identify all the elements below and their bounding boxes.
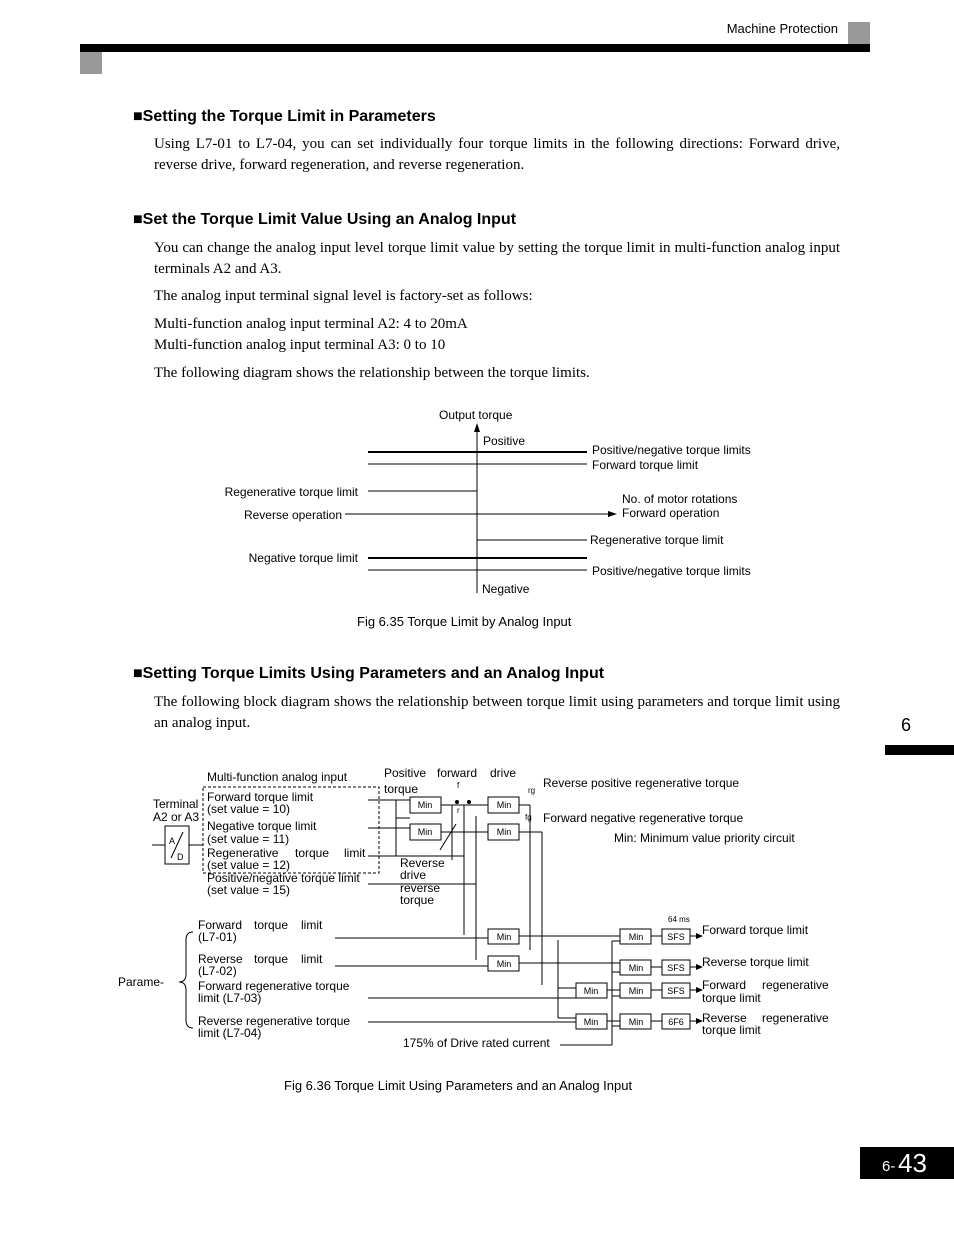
fig36-label: torque limit: [702, 991, 761, 1005]
fig36-label: (L7-01): [198, 930, 237, 944]
fig-6-35-diagram: [0, 400, 954, 640]
fig35-caption: Fig 6.35 Torque Limit by Analog Input: [357, 614, 572, 629]
min-block: Min: [417, 827, 433, 837]
sfs-block: SFS: [667, 963, 685, 973]
fig36-label: limit: [344, 846, 366, 860]
header-gray-box-left: [80, 52, 102, 74]
fig36-label: A: [169, 836, 176, 846]
fig35-label: Regenerative torque limit: [590, 533, 724, 547]
fig35-label: Regenerative torque limit: [224, 485, 358, 499]
paragraph: Multi-function analog input terminal A3: 0 to 10: [154, 337, 446, 353]
signal-label: f: [457, 781, 460, 790]
fig36-label: Positive: [384, 766, 427, 780]
fig35-label: No. of motor rotations: [622, 492, 738, 506]
fig36-label: Reverse torque limit: [702, 955, 809, 969]
fig36-label: regenerative: [762, 978, 829, 992]
min-block: Min: [417, 800, 433, 810]
fig36-label: Min: Minimum value priority circuit: [614, 831, 795, 845]
fig36-label: limit: [301, 918, 323, 932]
fig36-label: Multi-function analog input: [207, 770, 348, 784]
fig35-label: Positive/negative torque limits: [592, 443, 751, 457]
sfs-block: 6F6: [668, 1017, 684, 1027]
fig36-label: (set value = 12): [207, 858, 291, 872]
min-block: Min: [628, 963, 644, 973]
fig35-label: Negative: [482, 582, 530, 596]
fig36-label: forward: [437, 766, 478, 780]
fig35-label: Output torque: [439, 408, 513, 422]
fig36-label: reverse: [400, 881, 441, 895]
fig36-label: (L7-02): [198, 964, 237, 978]
fig35-label: Positive/negative torque limits: [592, 564, 751, 578]
fig36-label: Parame-: [118, 975, 165, 989]
delay-label: 64 ms: [668, 915, 690, 924]
min-block: Min: [496, 827, 512, 837]
fig35-label: Forward operation: [622, 506, 720, 520]
signal-label: r: [457, 806, 460, 815]
fig36-label: torque: [384, 782, 419, 796]
fig35-label: Forward torque limit: [592, 458, 699, 472]
min-block: Min: [628, 986, 644, 996]
min-block: Min: [583, 1017, 599, 1027]
chapter-tab-bar: [885, 745, 954, 755]
fig36-label: regenerative: [762, 1011, 829, 1025]
fig36-label: Reverse regenerative torque: [198, 1014, 351, 1028]
square-bullet-icon: ■: [133, 108, 143, 125]
signal-label: fg: [525, 813, 532, 822]
paragraph: The following block diagram shows the relationship between torque limit using parameters and torque limit using an analog input.: [154, 694, 840, 731]
fig35-label: Positive: [483, 434, 526, 448]
page-number-tab: [860, 1147, 954, 1179]
signal-label: rg: [528, 786, 536, 795]
fig36-label: Forward: [198, 918, 243, 932]
min-block: Min: [628, 932, 644, 942]
fig36-label: Reverse: [400, 856, 445, 870]
page-number-prefix: 6-: [882, 1158, 896, 1175]
fig36-label: Positive/negative torque limit: [207, 871, 360, 885]
fig36-label: (set value = 10): [207, 802, 291, 816]
fig-6-36-diagram: [0, 760, 954, 1100]
section-heading: ■Set the Torque Limit Value Using an Analog Input: [133, 211, 517, 228]
fig36-label: torque: [254, 918, 289, 932]
fig36-label: limit (L7-03): [198, 991, 262, 1005]
fig36-label: D: [177, 852, 184, 862]
fig36-label: limit (L7-04): [198, 1026, 262, 1040]
sfs-block: SFS: [667, 932, 685, 942]
sfs-block: SFS: [667, 986, 685, 996]
fig36-label: A2 or A3: [153, 810, 200, 824]
fig36-label: Forward regenerative torque: [198, 979, 350, 993]
fig36-label: Forward torque limit: [207, 790, 314, 804]
chapter-tab-number: 6: [901, 715, 912, 735]
fig36-label: torque: [295, 846, 330, 860]
fig36-label: Reverse: [198, 952, 243, 966]
min-block: Min: [496, 800, 512, 810]
header-rule: [80, 44, 870, 52]
fig35-label: Negative torque limit: [248, 551, 358, 565]
fig36-label: (set value = 15): [207, 883, 291, 897]
paragraph: Using L7-01 to L7-04, you can set individually four torque limits in the following directions: Forward drive, reverse drive, forward regeneration, and reverse regeneration.: [154, 136, 840, 173]
fig35-label: Reverse operation: [243, 508, 342, 522]
fig36-label: torque limit: [702, 1023, 761, 1037]
header-gray-box-right: [848, 22, 870, 44]
header-section-title: Machine Protection: [726, 21, 838, 36]
fig36-label: Negative torque limit: [207, 819, 317, 833]
square-bullet-icon: ■: [133, 665, 143, 682]
min-block: Min: [496, 959, 512, 969]
min-block: Min: [583, 986, 599, 996]
section-heading: ■Setting the Torque Limit in Parameters: [133, 108, 436, 125]
fig36-label: Reverse positive regenerative torque: [543, 776, 740, 790]
fig36-label: drive: [400, 868, 427, 882]
page-number: 43: [898, 1148, 927, 1178]
fig36-label: Forward negative regenerative torque: [543, 811, 744, 825]
min-block: Min: [628, 1017, 644, 1027]
fig36-label: Reverse: [702, 1011, 747, 1025]
square-bullet-icon: ■: [133, 211, 143, 228]
paragraph: You can change the analog input level torque limit value by setting the torque limit in multi-function analog input terminals A2 and A3.: [154, 240, 840, 277]
paragraph: The following diagram shows the relationship between the torque limits.: [154, 365, 590, 381]
paragraph: The analog input terminal signal level is factory-set as follows:: [154, 288, 533, 304]
fig36-label: (set value = 11): [207, 832, 290, 846]
fig36-label: torque: [400, 893, 435, 907]
fig36-label: Regenerative: [207, 846, 279, 860]
fig36-label: Forward torque limit: [702, 923, 809, 937]
fig36-label: drive: [490, 766, 517, 780]
fig36-label: limit: [301, 952, 323, 966]
section-heading: ■Setting Torque Limits Using Parameters and an Analog Input: [133, 665, 605, 682]
min-block: Min: [496, 932, 512, 942]
paragraph: Multi-function analog input terminal A2: 4 to 20mA: [154, 316, 468, 332]
fig36-label: Terminal: [153, 797, 199, 811]
fig36-label: 175% of Drive rated current: [403, 1036, 550, 1050]
fig36-label: torque: [254, 952, 289, 966]
fig36-caption: Fig 6.36 Torque Limit Using Parameters and an Analog Input: [284, 1078, 633, 1093]
fig36-label: Forward: [702, 978, 747, 992]
